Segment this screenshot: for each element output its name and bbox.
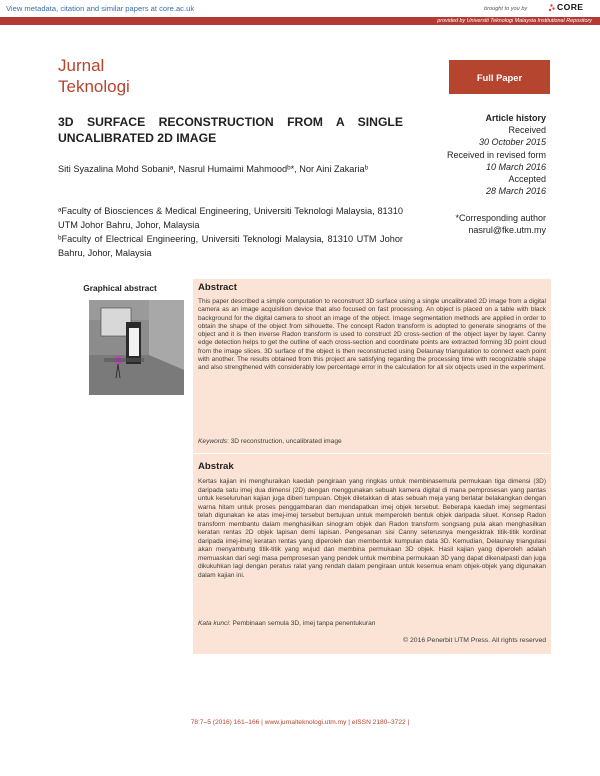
brought-by-label: brought to you by	[484, 6, 528, 12]
corresponding-email[interactable]: nasrul@fke.utm.my	[468, 225, 546, 235]
history-heading: Article history	[485, 113, 546, 123]
article-history	[420, 112, 546, 197]
kata-kunci-label: Kata kunci	[198, 620, 229, 627]
revised-label: Received in revised form	[446, 149, 546, 160]
paper-title: 3D SURFACE RECONSTRUCTION FROM A SINGLE UNCALIBRATED 2D IMAGE	[58, 115, 403, 145]
affiliation-b: ᵇFaculty of Electrical Engineering, Universiti Teknologi Malaysia, 81310 UTM Johor Bahru, Johor, Malaysia	[58, 234, 403, 258]
graphical-abstract-image	[89, 300, 184, 395]
graphical-abstract-scene	[89, 300, 184, 395]
affiliation-a: ᵃFaculty of Biosciences & Medical Engineering, Universiti Teknologi Malaysia, 81310 UTM Johor Bahru, Johor, Malaysia	[58, 206, 403, 230]
core-metadata-link[interactable]: View metadata, citation and similar papers at core.ac.uk	[6, 4, 195, 13]
author-list: Siti Syazalina Mohd Sobaniᵃ, Nasrul Humaimi Mahmoodᵇ*, Nor Aini Zakariaᵇ	[58, 164, 369, 174]
corresponding-author	[420, 212, 546, 236]
provided-by-label: provided by Universiti Teknologi Malaysia Institutional Repository	[437, 18, 592, 24]
abstrak-text: Kertas kajian ini menghuraikan kaedah pengiraan yang ringkas untuk membinasemula permukaan tiga dimensi (3D) daripada satu imej dua dimensi (2D) dengan menggunakan sebuah kamera digital di mana pemprosesan yang pantas untuk keseluruhan kajian juga diberi tumpuan. Objek diletakkan di atas sebuah meja yang berlatar belakangkan dengan warna hitam untuk proses penggambaran dan mendapatkan imej objek tersebut. Beberapa kaedah imej segmentasi telah digunakan ke atas imej-imej tersebut bertujuan untuk memperoleh bentuk objek daripada siluet. Konsep Radon transform membantu dalam menghasilkan sinogram objek dan Radon transform songsang pula akan menghasilkan keratan rentas 2D objek lapisan demi lapisan. Pengesanan sisi Canny seterusnya mengesktrak titik-titik kordinat daripada imej-imej keratan rentas yang diperoleh dan membentuk kumpulan data 3D. Kemudian, Delaunay triangulasi akan menyambung titik-titik yang wujud dan membina permukaan 3D objek. Hasil kajian yang diperoleh adalah memuaskan dari segi masa pemprosesan yang pendek untuk membina permukaan 3D yang dapat dikenalpasti dan juga dikukuhkan lagi dengan peratus ralat yang rendah dalam pengiraan untuk kesemua enam objek-objek yang digunakan dalam kajian ini.	[198, 478, 546, 579]
copyright-notice: © 2016 Penerbit UTM Press. All rights reserved	[403, 637, 546, 644]
page-footer: 78:7–5 (2016) 161–166 | www.jurnalteknologi.utm.my | eISSN 2180–3722 |	[190, 719, 410, 726]
keywords-separator: :	[226, 438, 231, 445]
abstrak-keywords	[198, 620, 546, 628]
revised-date: 10 March 2016	[485, 161, 546, 172]
core-topbar	[0, 0, 600, 18]
corresponding-label: *Corresponding author	[455, 213, 546, 223]
keywords-value: 3D reconstruction, uncalibrated image	[230, 438, 342, 445]
abstrak-heading: Abstrak	[198, 461, 234, 472]
journal-name-line2: Teknologi	[58, 77, 130, 96]
kata-kunci-value: Pembinaan semula 3D, imej tanpa penentukuran	[232, 620, 376, 627]
affiliations	[58, 204, 403, 260]
provider-bar	[0, 17, 600, 25]
core-logo-text: CORE	[557, 2, 584, 12]
keywords-label: Keywords	[198, 438, 227, 445]
abstract-keywords	[198, 438, 546, 446]
received-label: Received	[508, 125, 546, 136]
abstract-divider	[193, 453, 551, 454]
received-date: 30 October 2015	[478, 137, 546, 148]
abstract-heading: Abstract	[198, 282, 237, 293]
full-paper-badge: Full Paper	[449, 60, 550, 94]
journal-name-line1: Jurnal	[58, 56, 105, 75]
graphical-abstract-label: Graphical abstract	[83, 283, 157, 293]
kata-kunci-separator: :	[228, 620, 233, 627]
accepted-date: 28 March 2016	[485, 186, 546, 197]
abstract-text: This paper described a simple computation to reconstruct 3D surface using a single uncalibrated 2D image from a digital camera as an image acquisition device that also focused on fast processing. An object is placed on a table with black background for the digital camera to shoot an image of the object. Image segmentation methods are applied in order to obtain the shape of the object from silhouette. The concept Radon transform is adopted to generate sinograms of the object and it is then inverse Radon transform is used to construct 2D cross-section of the object layer by layer. Canny edge detection helps to get the outline of each cross-section and coordinate points are extracted forming 3D point cloud from the image slices. 3D surface of the object is then reconstructed using Delaunay triangulation to connect each point with another. The results obtained from this project are satisfying regarding the processing time with recognizable shape and also strengthened with considerably low percentage error in the calculation for all six objects used in the experiment.	[198, 298, 546, 372]
journal-name	[58, 55, 130, 97]
accepted-label: Accepted	[508, 174, 546, 185]
